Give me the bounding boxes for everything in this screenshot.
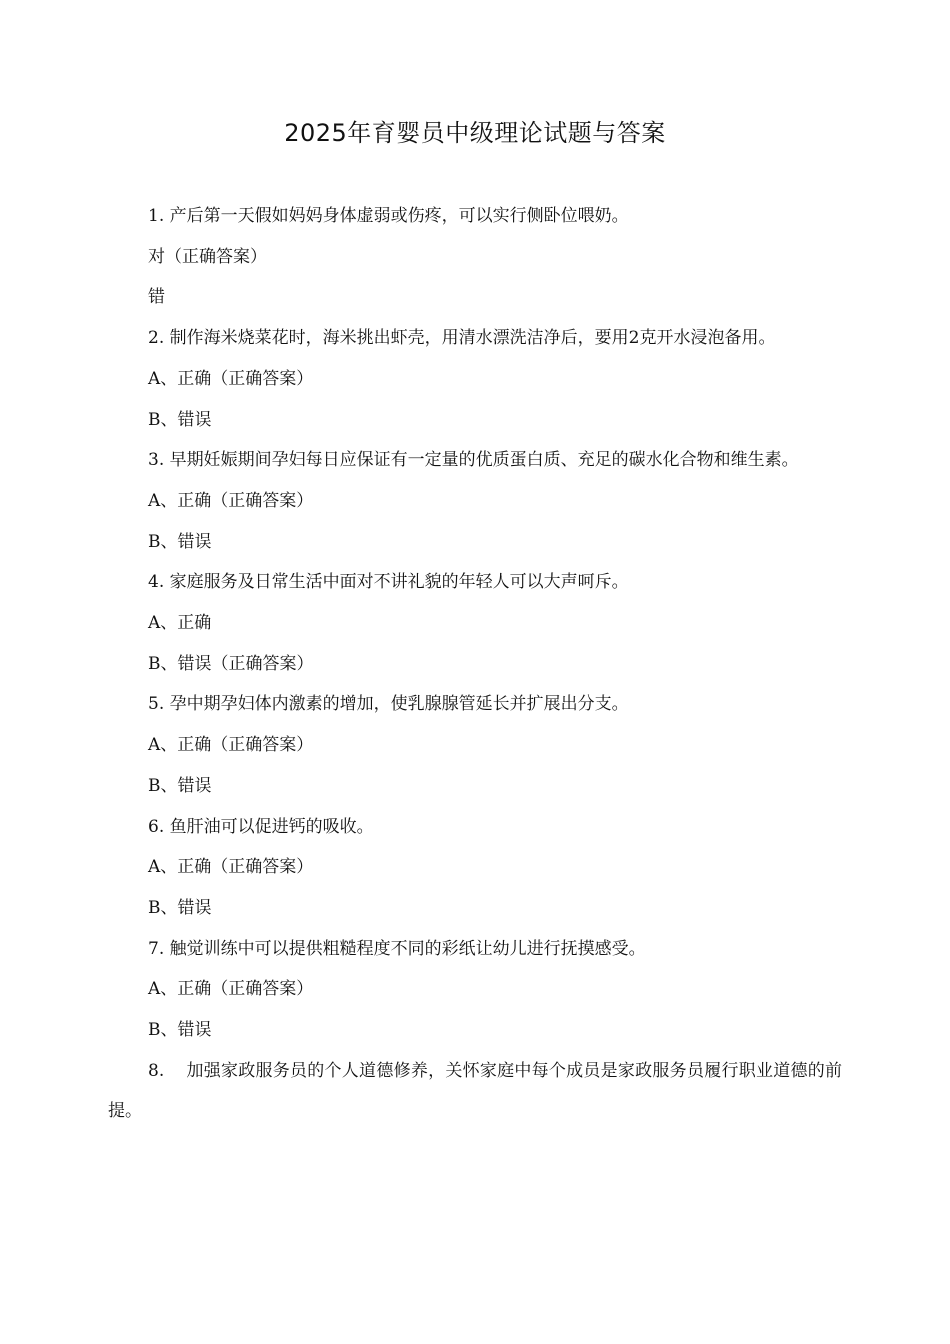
question-5 <box>108 684 842 725</box>
question-2 <box>108 318 842 359</box>
option-6a: A、正确（正确答案） <box>148 857 314 878</box>
question-number: 8. <box>148 1060 165 1081</box>
option-5b: B、错误 <box>148 775 212 796</box>
question-number: 6. <box>148 816 165 837</box>
question-number: 1. <box>148 206 165 226</box>
question-8 <box>108 1051 842 1132</box>
question-number: 7. <box>148 938 165 959</box>
page-title: 2025年育婴员中级理论试题与答案 <box>284 119 666 147</box>
question-4 <box>108 562 842 603</box>
question-text: 鱼肝油可以促进钙的吸收。 <box>169 816 374 837</box>
question-7 <box>108 929 842 970</box>
option-2a: A、正确（正确答案） <box>148 368 314 389</box>
question-text: 早期妊娠期间孕妇每日应保证有一定量的优质蛋白质、充足的碳水化合物和维生素。 <box>169 450 799 471</box>
question-text: 触觉训练中可以提供粗糙程度不同的彩纸让幼儿进行抚摸感受。 <box>169 938 646 959</box>
option-3a: A、正确（正确答案） <box>148 490 314 511</box>
question-number: 5. <box>148 694 165 715</box>
question-text: 加强家政服务员的个人道德修养，关怀家庭中每个成员是家政服务员履行职业道德的前提。 <box>108 1060 842 1122</box>
question-3 <box>108 440 842 481</box>
question-text: 家庭服务及日常生活中面对不讲礼貌的年轻人可以大声呵斥。 <box>169 572 629 593</box>
option-1a: 对（正确答案） <box>148 246 267 267</box>
question-number: 4. <box>148 572 165 593</box>
question-1 <box>108 196 842 237</box>
question-number: 3. <box>148 450 165 471</box>
option-7a: A、正确（正确答案） <box>148 979 314 1000</box>
question-6 <box>108 807 842 848</box>
option-4a: A、正确 <box>148 613 212 634</box>
option-3b: B、错误 <box>148 531 212 552</box>
question-text: 产后第一天假如妈妈身体虚弱或伤疼，可以实行侧卧位喂奶。 <box>169 206 629 226</box>
option-6b: B、错误 <box>148 897 212 918</box>
option-7b: B、错误 <box>148 1020 212 1041</box>
option-2b: B、错误 <box>148 409 212 430</box>
option-4b: B、错误（正确答案） <box>148 653 314 674</box>
question-list <box>108 196 842 1132</box>
option-1b: 错 <box>148 287 165 308</box>
question-text: 制作海米烧菜花时，海米挑出虾壳，用清水漂洗洁净后，要用2克开水浸泡备用。 <box>169 328 776 349</box>
question-number: 2. <box>148 328 165 349</box>
option-5a: A、正确（正确答案） <box>148 735 314 756</box>
question-text: 孕中期孕妇体内激素的增加，使乳腺腺管延长并扩展出分支。 <box>169 694 629 715</box>
